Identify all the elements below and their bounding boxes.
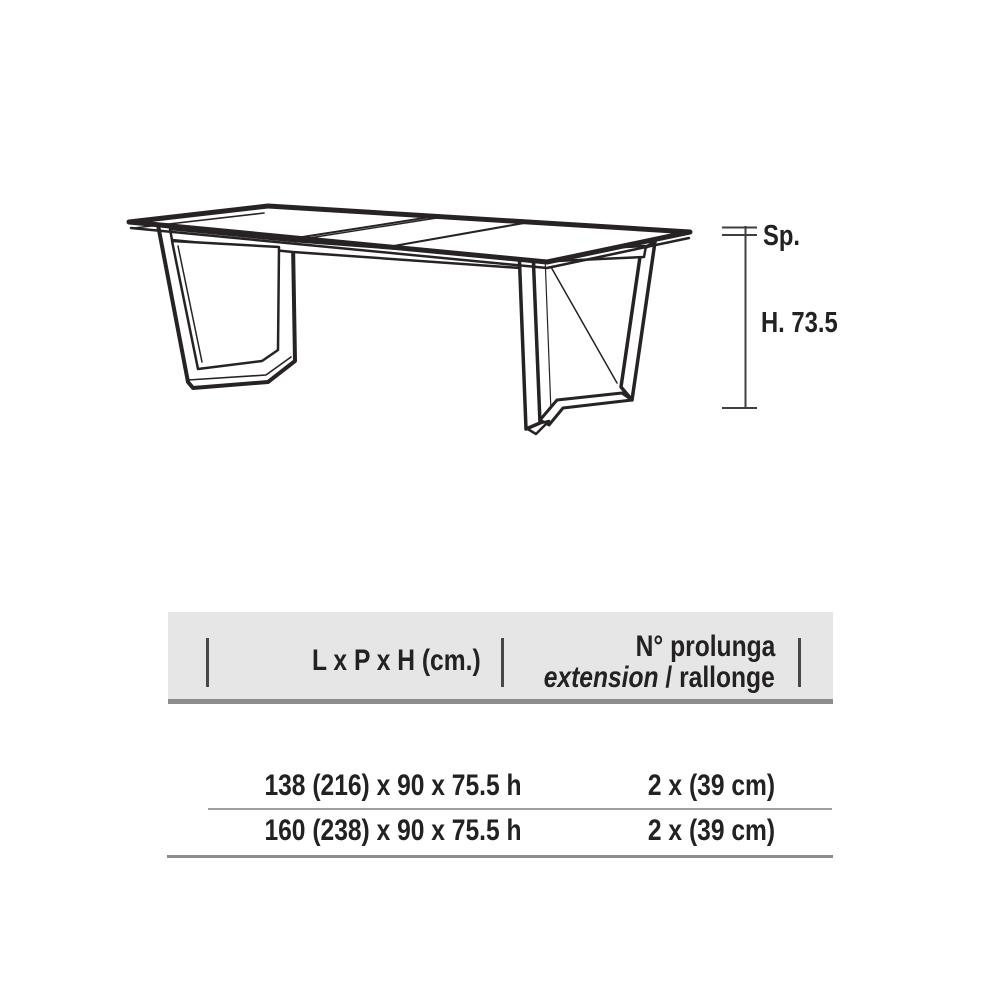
- right-leg-bottom-bar: [540, 393, 632, 425]
- header-extension-column: N° prolunga extension / rallonge: [543, 629, 775, 694]
- table-row-extension: 2 x (39 cm): [647, 814, 775, 847]
- table-row-dimensions: 138 (216) x 90 x 75.5 h: [264, 769, 522, 802]
- right-leg-post: [519, 249, 540, 429]
- right-leg-slanted-member: [621, 242, 655, 400]
- thickness-label: Sp.: [763, 220, 801, 252]
- dimension-lines: [722, 226, 757, 408]
- header-dimensions-column: L x P x H (cm.): [312, 644, 481, 677]
- table-row-dimensions: 160 (238) x 90 x 75.5 h: [264, 814, 522, 847]
- table-bottom-rule: [167, 855, 833, 858]
- column-separator-bar: [798, 638, 801, 687]
- table-row-extension: 2 x (39 cm): [647, 769, 775, 802]
- height-label: H. 73.5: [761, 307, 838, 339]
